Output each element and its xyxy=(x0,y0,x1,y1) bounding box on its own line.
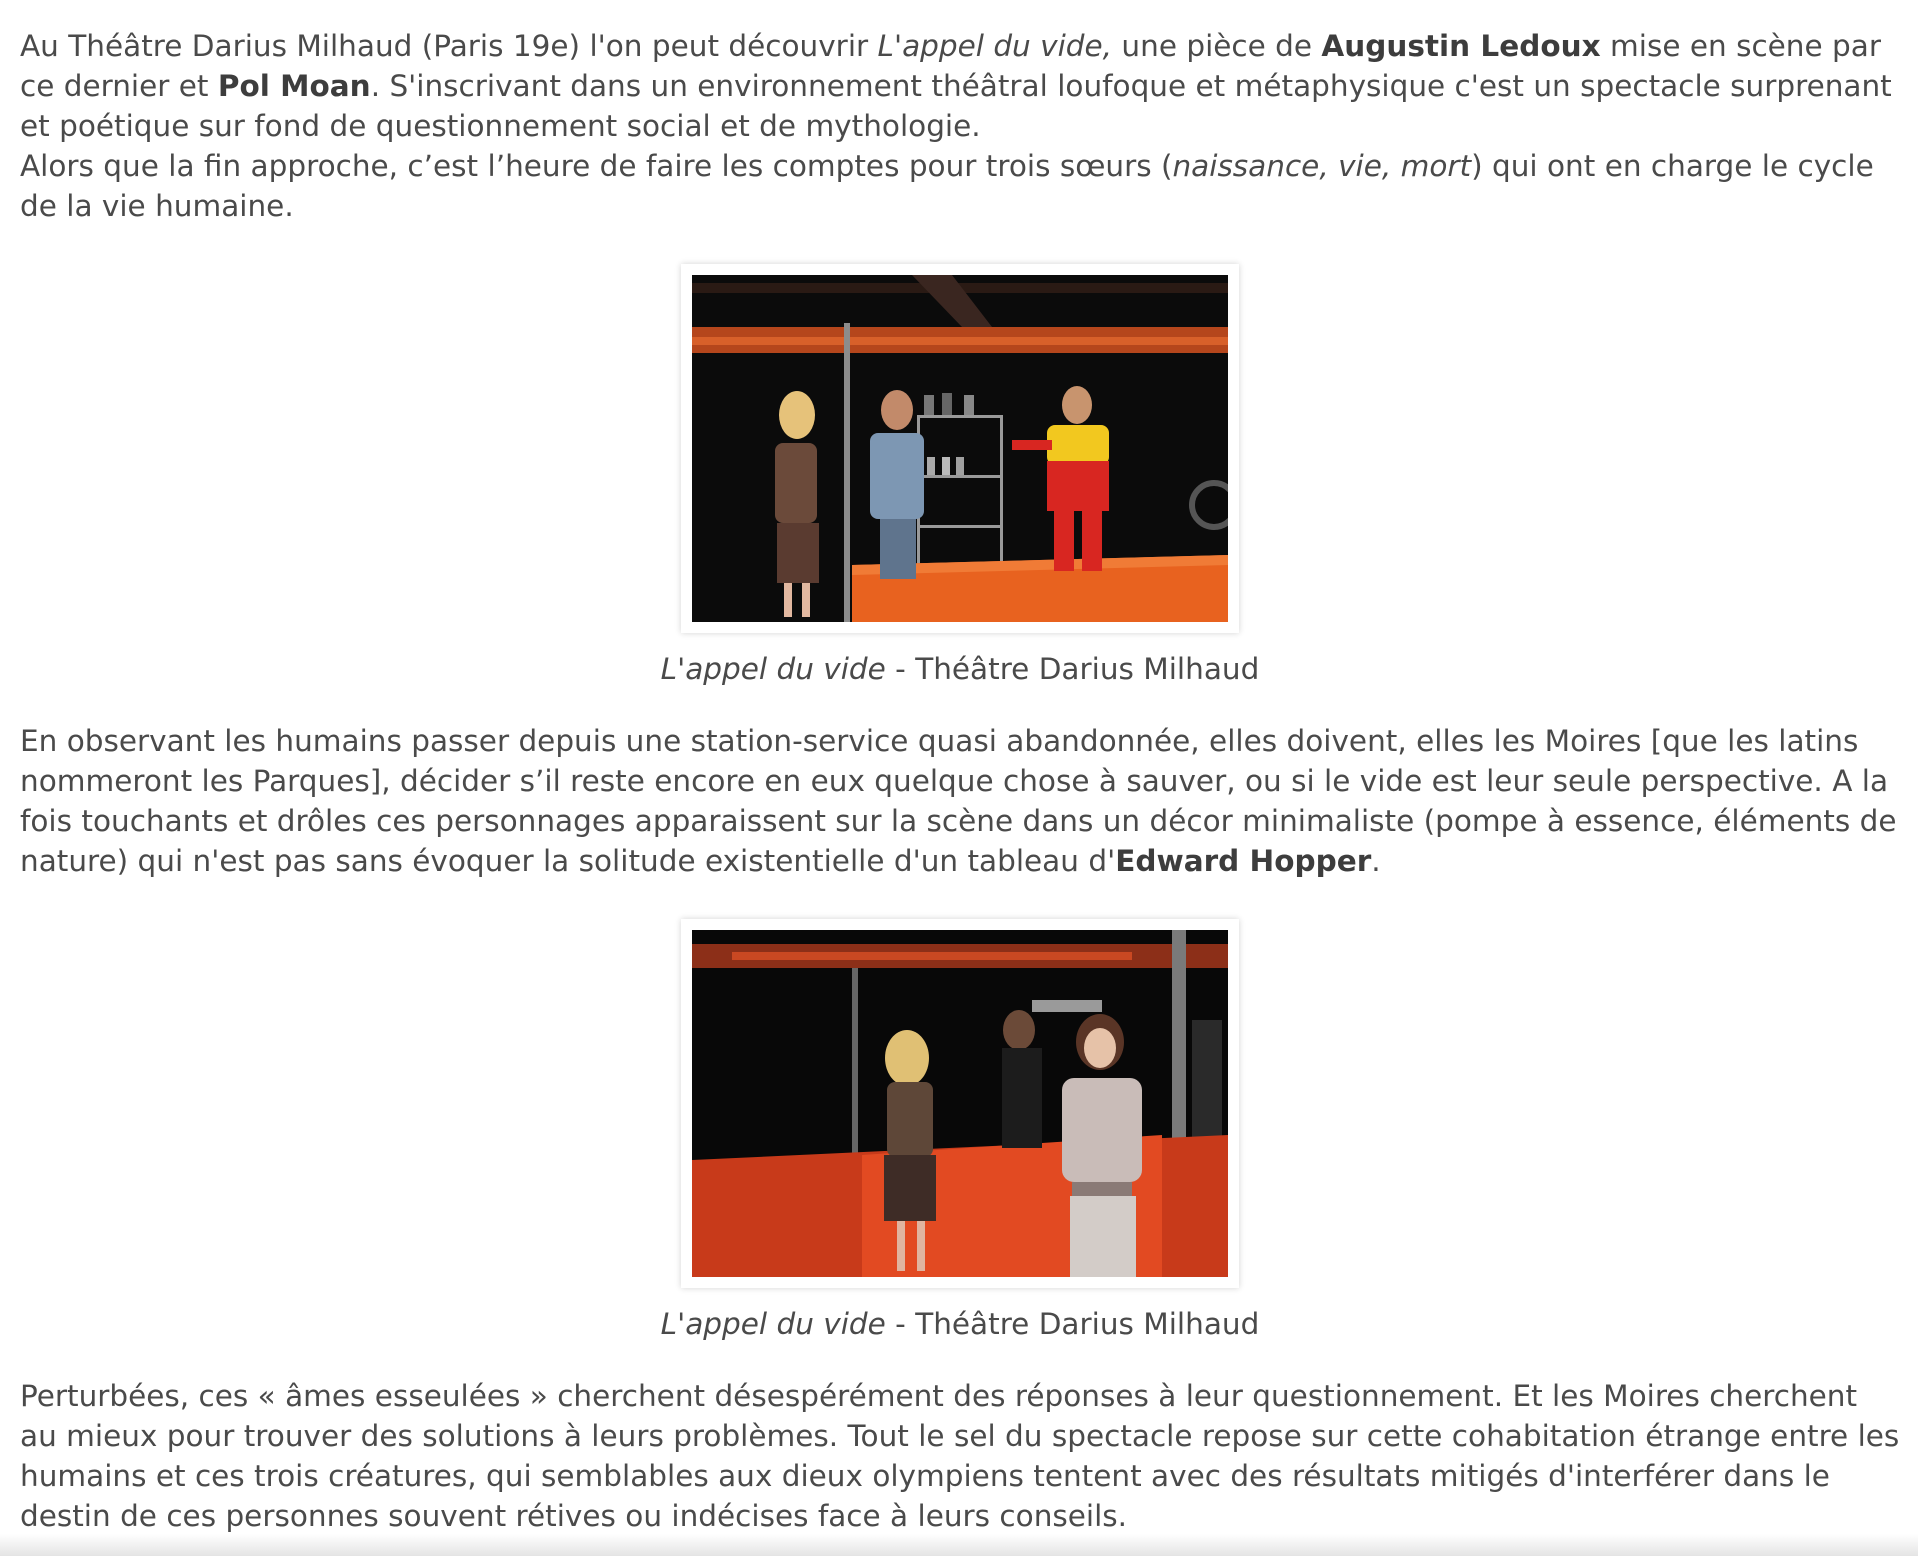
figure-1 xyxy=(20,264,1900,689)
photo-frame-1 xyxy=(681,264,1239,633)
stage-photo-2[interactable] xyxy=(692,930,1228,1277)
play-title: L'appel du vide, xyxy=(877,29,1113,63)
article-body xyxy=(20,26,1900,1536)
sisters-paragraph: Alors que la fin approche, c’est l’heure de faire les comptes pour trois sœurs (naissance, vie, mort) qui ont en charge le cycle de la vie humaine. xyxy=(20,149,1874,223)
director-name: Pol Moan xyxy=(217,69,371,103)
author-name: Augustin Ledoux xyxy=(1321,29,1601,63)
photo-frame-2 xyxy=(681,919,1239,1288)
intro-paragraph: Au Théâtre Darius Milhaud (Paris 19e) l'on peut découvrir L'appel du vide, une pièce de Augustin Ledoux mise en scène par ce dernier et Pol Moan. S'inscrivant dans un environnement théâtral loufoque et métaphysique c'est un spectacle surprenant et poétique sur fond de questionnement social et de mythologie. xyxy=(20,29,1892,143)
page-bottom-edge xyxy=(0,1534,1918,1556)
figure-2 xyxy=(20,919,1900,1344)
moires-paragraph: En observant les humains passer depuis une station-service quasi abandonnée, elles doivent, elles les Moires [que les latins nommeront les Parques], décider s’il reste encore en eux quelque chose à sauver, ou si le vide est leur seule perspective. A la fois touchants et drôles ces personnages apparaissent sur la scène dans un décor minimaliste (pompe à essence, éléments de nature) qui n'est pas sans évoquer la solitude existentielle d'un tableau d'Edward Hopper. xyxy=(20,724,1897,878)
figure-2-caption: L'appel du vide - Théâtre Darius Milhaud xyxy=(660,1307,1260,1341)
painter-name: Edward Hopper xyxy=(1115,844,1372,878)
sisters-names: naissance, vie, mort xyxy=(1172,149,1472,183)
closing-paragraph: Perturbées, ces « âmes esseulées » cherchent désespérément des réponses à leur questionnement. Et les Moires cherchent au mieux pour trouver des solutions à leurs problèmes. Tout le sel du spectacle repose sur cette cohabitation étrange entre les humains et ces trois créatures, qui semblables aux dieux olympiens tentent avec des résultats mitigés d'interférer dans le destin de ces personnes souvent rétives ou indécises face à leurs conseils. xyxy=(20,1379,1900,1533)
figure-1-caption: L'appel du vide - Théâtre Darius Milhaud xyxy=(660,652,1260,686)
stage-photo-1[interactable] xyxy=(692,275,1228,622)
